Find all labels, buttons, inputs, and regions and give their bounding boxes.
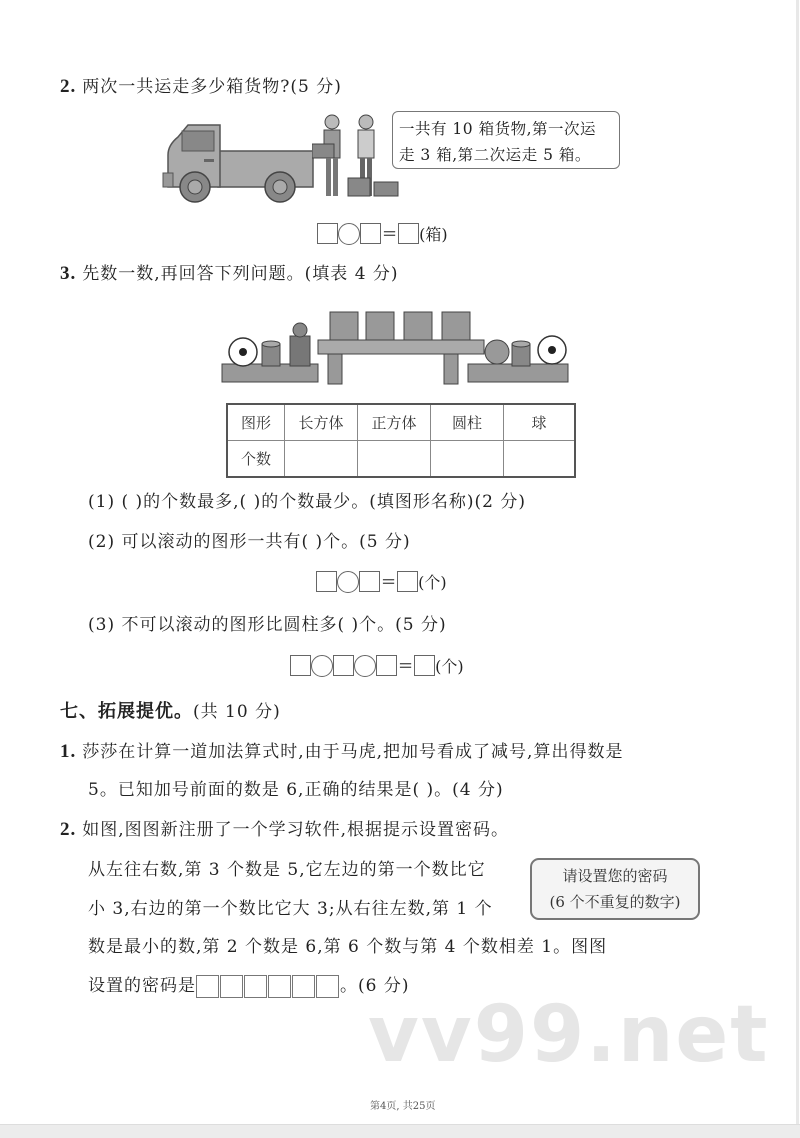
speech-bubble	[392, 111, 620, 169]
password-digit-box-1[interactable]	[196, 975, 219, 998]
operator-circle[interactable]	[338, 223, 360, 245]
password-hint-line2: (6 个不重复的数字)	[549, 893, 681, 911]
section-7-heading	[60, 700, 281, 724]
q3-sub2-formula	[316, 570, 447, 593]
question-2	[60, 75, 342, 99]
section-title: 七、拓展提优。	[60, 701, 193, 722]
answer-box[interactable]	[376, 655, 397, 676]
count-cell-cylinder[interactable]	[431, 441, 504, 478]
table-header-row	[227, 404, 575, 441]
s7-question-1	[60, 740, 623, 764]
count-cell-cuboid[interactable]	[285, 441, 358, 478]
table-header: 图形	[227, 404, 285, 441]
question-text: 如图,图图新注册了一个学习软件,根据提示设置密码。	[82, 820, 510, 840]
count-cell-sphere[interactable]	[504, 441, 576, 478]
table-header: 球	[504, 404, 576, 441]
answer-box[interactable]	[359, 571, 380, 592]
operator-circle[interactable]	[337, 571, 359, 593]
s7q2-line2: 从左往右数,第 3 个数是 5,它左边的第一个数比它	[88, 860, 486, 880]
q3-sub1: (1) ( )的个数最多,( )的个数最少。(填图形名称)(2 分)	[88, 492, 526, 512]
watermark: vv99.net	[368, 990, 770, 1080]
line5-suffix: 。(6 分)	[340, 976, 410, 996]
question-text: 莎莎在计算一道加法算式时,由于马虎,把加号看成了减号,算出得数是	[82, 742, 624, 762]
table-header: 正方体	[358, 404, 431, 441]
question-number: 3.	[60, 263, 77, 284]
equals-sign: =	[382, 223, 398, 244]
workers-illustration	[312, 112, 402, 202]
password-digit-box-2[interactable]	[220, 975, 243, 998]
answer-box[interactable]	[316, 571, 337, 592]
page-footer: 第4页, 共25页	[370, 1101, 436, 1112]
password-digit-box-3[interactable]	[244, 975, 267, 998]
bubble-line-1: 一共有 10 箱货物,第一次运	[399, 120, 597, 138]
question-number: 2.	[60, 819, 77, 840]
count-cell-cube[interactable]	[358, 441, 431, 478]
answer-box[interactable]	[397, 571, 418, 592]
password-digit-box-6[interactable]	[316, 975, 339, 998]
unit-label: (个)	[418, 573, 447, 592]
table-header: 长方体	[285, 404, 358, 441]
s7q2-line3: 小 3,右边的第一个数比它大 3;从右往左数,第 1 个	[88, 899, 493, 919]
q3-sub2: (2) 可以滚动的图形一共有( )个。(5 分)	[88, 532, 411, 552]
row-label: 个数	[227, 441, 285, 478]
line5-prefix: 设置的密码是	[88, 976, 196, 996]
question-number: 1.	[60, 741, 77, 762]
password-digit-box-4[interactable]	[268, 975, 291, 998]
password-hint-box	[530, 858, 700, 920]
truck-illustration	[160, 115, 320, 205]
question-3	[60, 262, 399, 286]
answer-box[interactable]	[414, 655, 435, 676]
bubble-line-2: 走 3 箱,第二次运走 5 箱。	[399, 146, 591, 164]
section-score: (共 10 分)	[193, 702, 281, 722]
s7q2-line5	[88, 974, 409, 998]
viewer-bottom-bar	[0, 1124, 800, 1138]
question-text: 先数一数,再回答下列问题。(填表 4 分)	[82, 264, 399, 284]
unit-label: (箱)	[419, 225, 448, 244]
answer-box[interactable]	[333, 655, 354, 676]
unit-label: (个)	[435, 657, 464, 676]
operator-circle[interactable]	[311, 655, 333, 677]
question-number: 2.	[60, 76, 77, 97]
table-row	[227, 441, 575, 478]
answer-box[interactable]	[360, 223, 381, 244]
shapes-illustration	[218, 300, 578, 385]
equals-sign: =	[398, 655, 414, 676]
question-text: 两次一共运走多少箱货物?(5 分)	[82, 77, 342, 97]
password-digit-box-5[interactable]	[292, 975, 315, 998]
s7q2-line4: 数是最小的数,第 2 个数是 6,第 6 个数与第 4 个数相差 1。图图	[88, 937, 608, 957]
table-header: 圆柱	[431, 404, 504, 441]
s7-question-1-line2: 5。已知加号前面的数是 6,正确的结果是( )。(4 分)	[88, 780, 504, 800]
answer-box[interactable]	[317, 223, 338, 244]
s7-question-2	[60, 818, 509, 842]
q3-sub3: (3) 不可以滚动的图形比圆柱多( )个。(5 分)	[88, 615, 447, 635]
shape-count-table	[226, 403, 576, 478]
password-hint-line1: 请设置您的密码	[562, 867, 668, 885]
operator-circle[interactable]	[354, 655, 376, 677]
q3-sub3-formula	[290, 654, 464, 677]
answer-box[interactable]	[398, 223, 419, 244]
answer-box[interactable]	[290, 655, 311, 676]
equals-sign: =	[381, 571, 397, 592]
q2-formula	[317, 222, 448, 245]
